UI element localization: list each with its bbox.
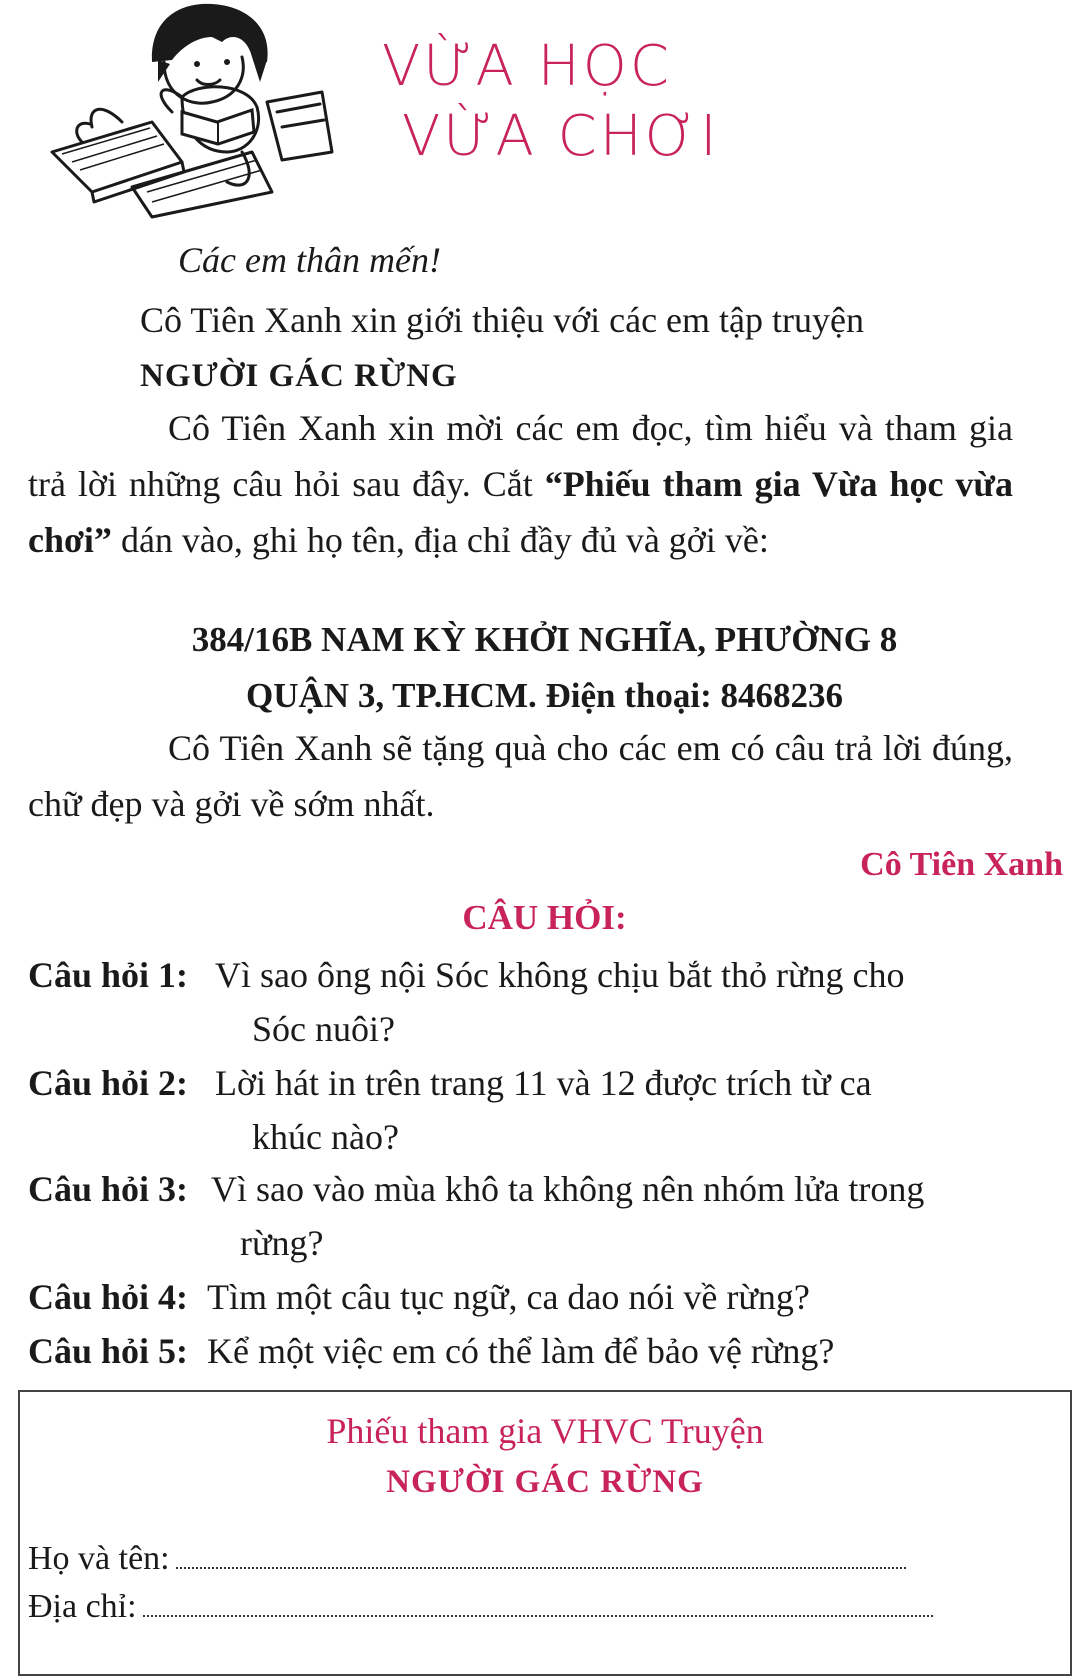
question-5 bbox=[28, 1324, 1068, 1378]
question-label: Câu hỏi 5: bbox=[28, 1331, 189, 1371]
question-2 bbox=[28, 1056, 1068, 1164]
question-text: Lời hát in trên trang 11 và 12 được trích từ ca bbox=[215, 1063, 872, 1103]
invitation-paragraph bbox=[28, 400, 1013, 568]
girl-reading-books-icon bbox=[32, 2, 352, 222]
title-line-1: VỪA HỌC bbox=[382, 34, 672, 99]
address-input-line[interactable] bbox=[143, 1615, 933, 1617]
question-label: Câu hỏi 4: bbox=[28, 1277, 189, 1317]
form-title: Phiếu tham gia VHVC Truyện bbox=[326, 1411, 764, 1451]
question-label: Câu hỏi 2: bbox=[28, 1063, 189, 1103]
question-text: Kể một việc em có thể làm để bảo vệ rừng? bbox=[207, 1331, 835, 1371]
name-input-line[interactable] bbox=[176, 1567, 906, 1569]
question-3 bbox=[28, 1162, 1068, 1270]
signature: Cô Tiên Xanh bbox=[860, 846, 1063, 883]
question-label: Câu hỏi 1: bbox=[28, 955, 189, 995]
questions-heading: CÂU HỎI: bbox=[462, 898, 627, 937]
question-label: Câu hỏi 3: bbox=[28, 1169, 189, 1209]
title-line-2: VỪA CHƠI bbox=[402, 104, 720, 169]
question-text-cont: rừng? bbox=[240, 1223, 324, 1263]
question-1 bbox=[28, 948, 1068, 1056]
question-4 bbox=[28, 1270, 1068, 1324]
question-text-cont: khúc nào? bbox=[252, 1117, 399, 1157]
address-line-2: QUẬN 3, TP.HCM. Điện thoại: 8468236 bbox=[246, 676, 843, 715]
question-text: Vì sao vào mùa khô ta không nên nhóm lửa trong bbox=[211, 1169, 925, 1209]
participation-form bbox=[18, 1390, 1072, 1676]
intro-line: Cô Tiên Xanh xin giới thiệu với các em tập truyện bbox=[140, 300, 864, 340]
question-text-cont: Sóc nuôi? bbox=[252, 1009, 395, 1049]
address-label: Địa chỉ: bbox=[28, 1588, 137, 1625]
prize-paragraph: Cô Tiên Xanh sẽ tặng quà cho các em có câu trả lời đúng, chữ đẹp và gởi về sớm nhất. bbox=[28, 728, 1013, 824]
address-field[interactable] bbox=[28, 1588, 933, 1626]
question-text: Vì sao ông nội Sóc không chịu bắt thỏ rừng cho bbox=[215, 955, 905, 995]
name-field[interactable] bbox=[28, 1540, 906, 1578]
greeting: Các em thân mến! bbox=[178, 240, 441, 280]
form-subtitle: NGƯỜI GÁC RỪNG bbox=[386, 1464, 704, 1500]
page-title bbox=[382, 32, 720, 172]
address-line-1: 384/16B NAM KỲ KHỞI NGHĨA, PHƯỜNG 8 bbox=[191, 620, 898, 659]
invitation-coupon-name: “Phiếu tham gia Vừa học vừa chơi” bbox=[28, 464, 1013, 560]
name-label: Họ và tên: bbox=[28, 1540, 170, 1577]
question-text: Tìm một câu tục ngữ, ca dao nói về rừng? bbox=[207, 1277, 810, 1317]
book-title: NGƯỜI GÁC RỪNG bbox=[140, 358, 458, 394]
invitation-text-a: Cô Tiên Xanh xin mời các em đọc, tìm hiểu và tham gia trả lời những câu hỏi sau đây. Cắt bbox=[28, 408, 1013, 504]
invitation-text-b: dán vào, ghi họ tên, địa chỉ đầy đủ và gởi về: bbox=[111, 520, 769, 560]
